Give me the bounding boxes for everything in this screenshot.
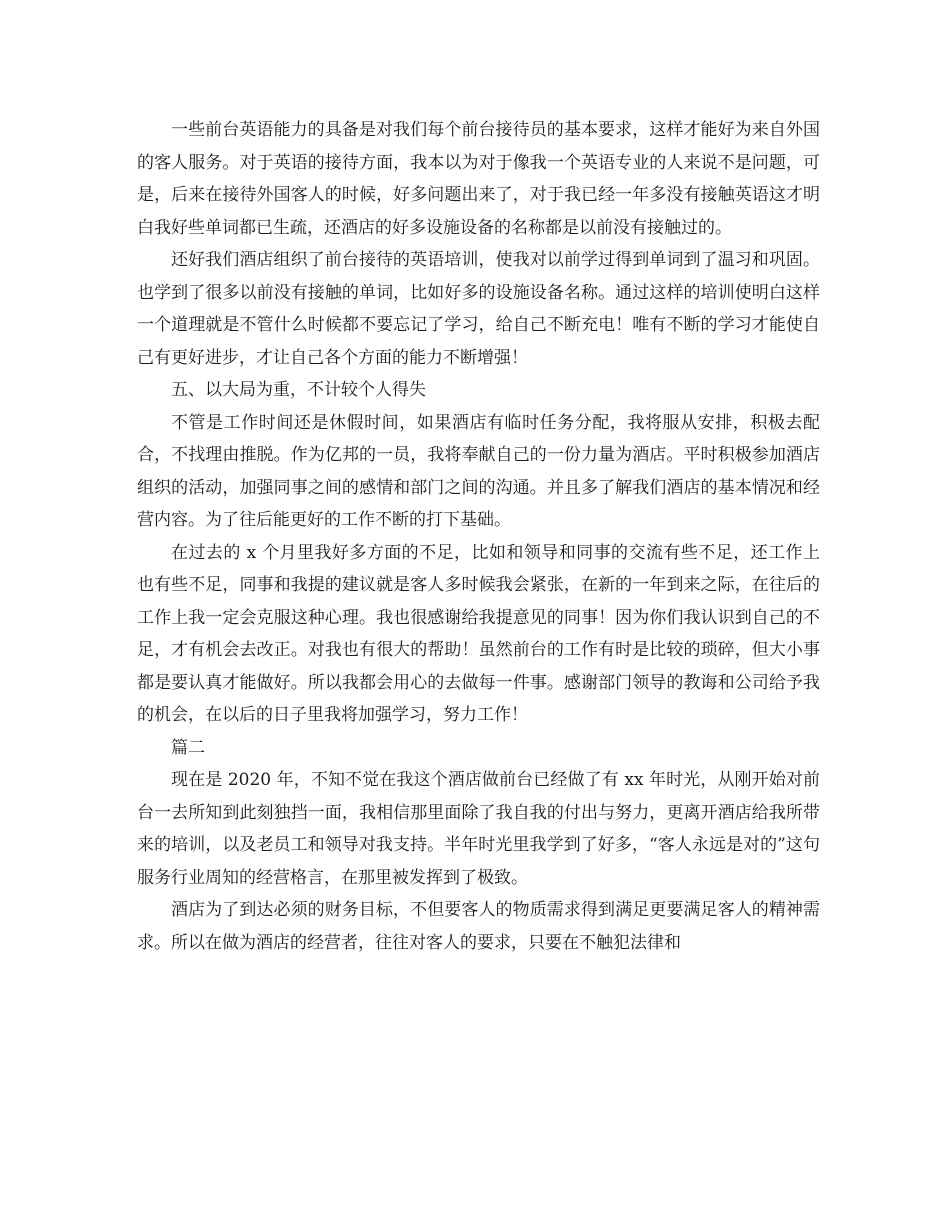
paragraph-overall-situation: 不管是工作时间还是休假时间，如果酒店有临时任务分配，我将服从安排，积极去配合，不找理由推脱。作为亿邦的一员，我将奉献自己的一份力量为酒店。平时积极参加酒店组织的活动，加强同事之间的感情和部门之间的沟通。并且多了解我们酒店的基本情况和经营内容。为了往后能更好的工作不断的打下基础。 (137, 412, 820, 530)
section-heading-five: 五、以大局为重，不计较个人得失 (171, 380, 426, 400)
document-body (137, 114, 820, 959)
paragraph-english-training: 还好我们酒店组织了前台接待的英语培训，使我对以前学过得到单词到了温习和巩固。也学到了很多以前没有接触的单词，比如好多的设施设备名称。通过这样的培训使明白这样一个道理就是不管什么时候都不要忘记了学习，给自己不断充电！唯有不断的学习才能使自己有更好进步，才让自己各个方面的能力不断增强！ (137, 250, 820, 368)
paragraph-shortcomings: 在过去的 x 个月里我好多方面的不足，比如和领导和同事的交流有些不足，还工作上也有些不足，同事和我提的建议就是客人多时候我会紧张，在新的一年到来之际，在往后的工作上我一定会克服这种心理。我也很感谢给我提意见的同事！因为你们我认识到自己的不足，才有机会去改正。对我也有很大的帮助！虽然前台的工作有时是比较的琐碎，但大小事都是要认真才能做好。所以我都会用心的去做每一件事。感谢部门领导的教诲和公司给予我的机会，在以后的日子里我将加强学习，努力工作！ (137, 542, 820, 725)
paragraph-english-ability: 一些前台英语能力的具备是对我们每个前台接待员的基本要求，这样才能好为来自外国的客人服务。对于英语的接待方面，我本以为对于像我一个英语专业的人来说不是问题，可是，后来在接待外国客人的时候，好多问题出来了，对于我已经一年多没有接触英语这才明白我好些单词都已生疏，还酒店的好多设施设备的名称都是以前没有接触过的。 (137, 120, 820, 238)
section-heading-part-two: 篇二 (171, 737, 205, 758)
paragraph-hotel-goals: 酒店为了到达必须的财务目标，不但要客人的物质需求得到满足更要满足客人的精神需求。所以在做为酒店的经营者，往往对客人的要求，只要在不触犯法律和 (137, 900, 820, 953)
paragraph-current-year: 现在是 2020 年，不知不觉在我这个酒店做前台已经做了有 xx 年时光，从刚开始对前台一去所知到此刻独挡一面，我相信那里面除了我自我的付出与努力，更离开酒店给我所带来的培训，以及老员工和领导对我支持。半年时光里我学到了好多，“客人永远是对的”这句服务行业周知的经营格言，在那里被发挥到了极致。 (137, 770, 820, 888)
